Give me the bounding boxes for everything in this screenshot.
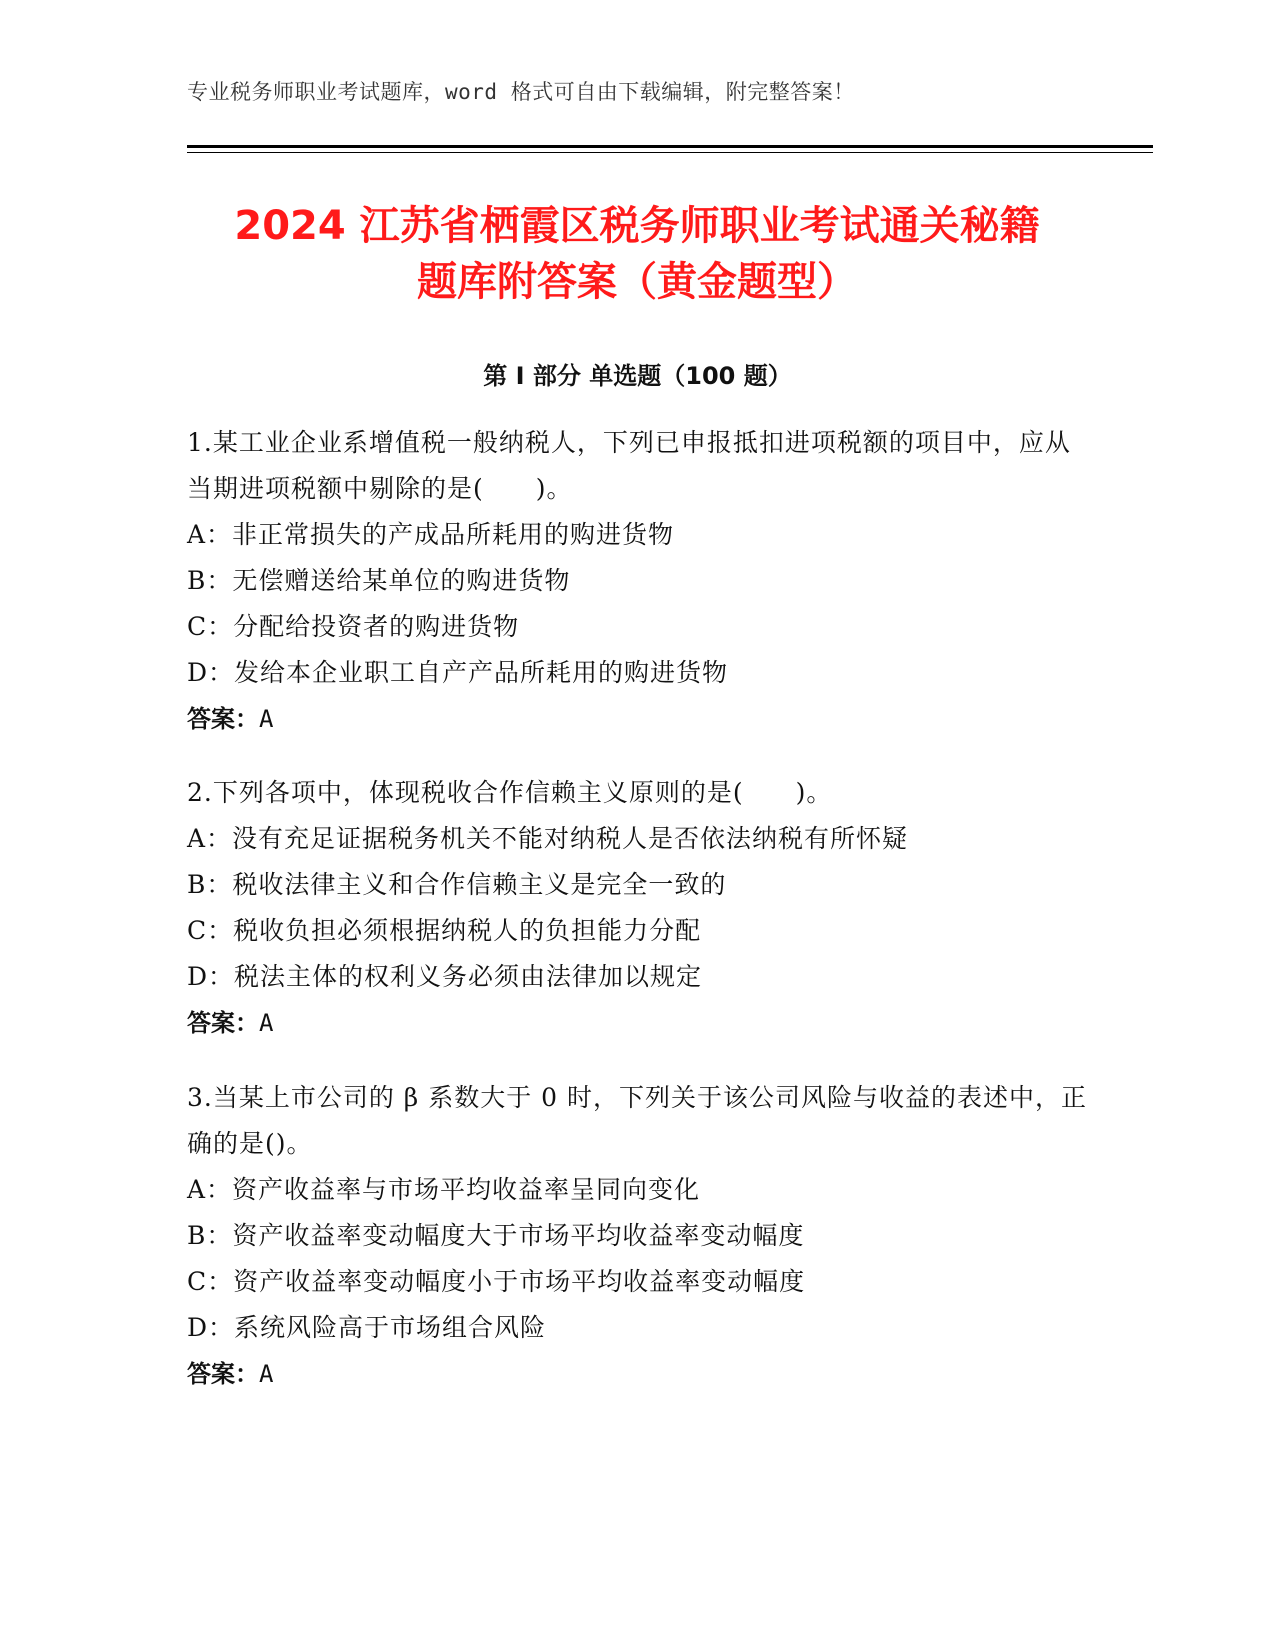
option-a: A：资产收益率与市场平均收益率呈同向变化 — [187, 1175, 701, 1204]
answer-value: A — [259, 1009, 274, 1037]
option-c: C：税收负担必须根据纳税人的负担能力分配 — [187, 916, 702, 945]
option-c: C：资产收益率变动幅度小于市场平均收益率变动幅度 — [187, 1267, 806, 1296]
answer-line — [187, 1351, 1087, 1397]
option-c: C：分配给投资者的购进货物 — [187, 612, 520, 641]
question-stem: 3.当某上市公司的 β 系数大于 0 时，下列关于该公司风险与收益的表述中，正确的是()。 — [187, 1083, 1088, 1158]
header-rule-thick — [187, 145, 1153, 148]
option-b: B：无偿赠送给某单位的购进货物 — [187, 566, 571, 595]
option-b: B：资产收益率变动幅度大于市场平均收益率变动幅度 — [187, 1221, 805, 1250]
header-rule-thin — [187, 152, 1153, 153]
question-stem: 2.下列各项中，体现税收合作信赖主义原则的是( )。 — [187, 778, 833, 807]
option-a: A：非正常损失的产成品所耗用的购进货物 — [187, 520, 675, 549]
answer-value: A — [259, 705, 274, 733]
header-note: 专业税务师职业考试题库，word 格式可自由下载编辑，附完整答案！ — [187, 80, 855, 104]
option-d: D：发给本企业职工自产产品所耗用的购进货物 — [187, 658, 729, 687]
answer-label: 答案： — [187, 1360, 259, 1388]
title-line-2: 题库附答案（黄金题型） — [417, 259, 857, 305]
answer-line — [187, 696, 1087, 742]
question-1 — [187, 420, 1087, 742]
answer-label: 答案： — [187, 705, 259, 733]
option-d: D：税法主体的权利义务必须由法律加以规定 — [187, 962, 703, 991]
section-heading: 第 I 部分 单选题（100 题） — [483, 362, 792, 390]
question-2 — [187, 770, 1087, 1046]
answer-label: 答案： — [187, 1009, 259, 1037]
question-3 — [187, 1075, 1087, 1397]
document-title — [137, 198, 1137, 310]
answer-line — [187, 1000, 1087, 1046]
option-a: A：没有充足证据税务机关不能对纳税人是否依法纳税有所怀疑 — [187, 824, 909, 853]
title-line-1: 2024 江苏省栖霞区税务师职业考试通关秘籍 — [234, 203, 1040, 249]
question-stem: 1.某工业企业系增值税一般纳税人，下列已申报抵扣进项税额的项目中，应从当期进项税额中剔除的是( )。 — [187, 428, 1071, 503]
option-d: D：系统风险高于市场组合风险 — [187, 1313, 547, 1342]
option-b: B：税收法律主义和合作信赖主义是完全一致的 — [187, 870, 727, 899]
answer-value: A — [259, 1360, 274, 1388]
